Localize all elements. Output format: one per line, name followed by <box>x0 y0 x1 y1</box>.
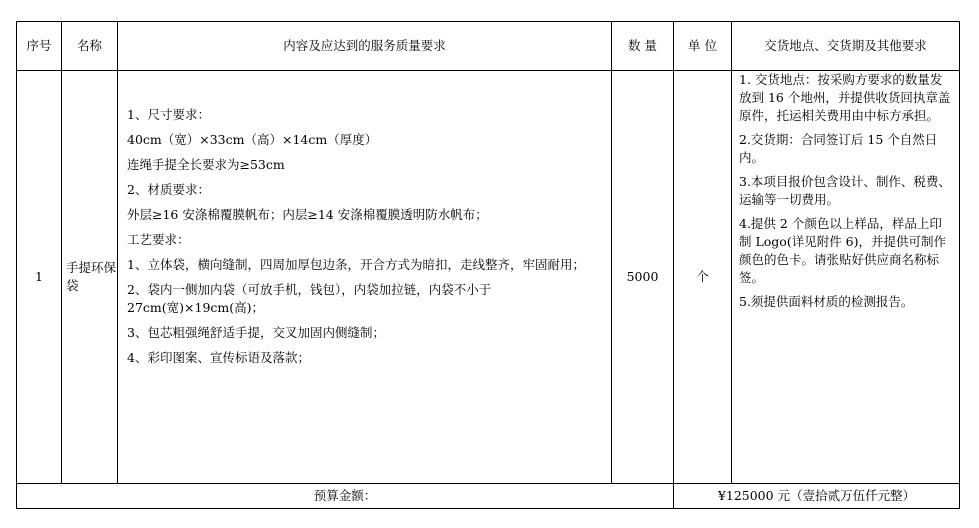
item-delivery <box>732 71 960 484</box>
content-line: 工艺要求： <box>127 232 190 247</box>
header-row <box>17 22 960 71</box>
procurement-table <box>16 21 960 509</box>
content-line: 40cm（宽）×33cm（高）×14cm（厚度） <box>127 132 378 147</box>
budget-value: ¥125000 元（壹拾贰万伍仟元整） <box>674 484 960 509</box>
item-content <box>118 71 612 484</box>
budget-label: 预算金额： <box>17 484 674 509</box>
delivery-line: 2.交货期：合同签订后 15 个自然日内。 <box>739 132 938 165</box>
content-line: 2、材质要求： <box>127 182 210 197</box>
item-name: 手提环保袋 <box>62 71 118 484</box>
header-qty: 数 量 <box>612 22 674 71</box>
content-line: 外层≥16 安涤棉覆膜帆布；内层≥14 安涤棉覆膜透明防水帆布； <box>127 207 488 222</box>
item-unit: 个 <box>674 71 732 484</box>
header-unit: 单 位 <box>674 22 732 71</box>
header-content: 内容及应达到的服务质量要求 <box>118 22 612 71</box>
item-no: 1 <box>17 71 62 484</box>
content-line: 1、立体袋，横向缝制，四周加厚包边条，开合方式为暗扣，走线整齐，牢固耐用； <box>127 257 585 272</box>
content-line: 连绳手提全长要求为≥53cm <box>127 157 285 172</box>
table-row <box>17 71 960 484</box>
content-line: 2、袋内一侧加内袋（可放手机，钱包），内袋加拉链，内袋不小于 27cm(宽)×19cm(高)； <box>127 282 492 315</box>
header-name: 名称 <box>62 22 118 71</box>
delivery-line: 3.本项目报价包含设计、制作、税费、运输等一切费用。 <box>739 174 951 207</box>
delivery-line: 4.提供 2 个颜色以上样品，样品上印制 Logo(详见附件 6)，并提供可制作颜色的色卡。请张贴好供应商名称标签。 <box>739 216 947 285</box>
content-line: 3、包芯粗强绳舒适手提，交叉加固内侧缝制； <box>127 325 385 340</box>
header-delivery: 交货地点、交货期及其他要求 <box>732 22 960 71</box>
delivery-line: 5.须提供面料材质的检测报告。 <box>739 294 914 309</box>
content-line: 1、尺寸要求： <box>127 107 210 122</box>
delivery-line: 1. 交货地点：按采购方要求的数量发放到 16 个地州，并提供收货回执章盖原件，托运相关费用由中标方承担。 <box>739 72 951 123</box>
item-qty: 5000 <box>612 71 674 484</box>
budget-row <box>17 484 960 509</box>
content-line: 4、彩印图案、宣传标语及落款； <box>127 350 310 365</box>
header-no: 序号 <box>17 22 62 71</box>
